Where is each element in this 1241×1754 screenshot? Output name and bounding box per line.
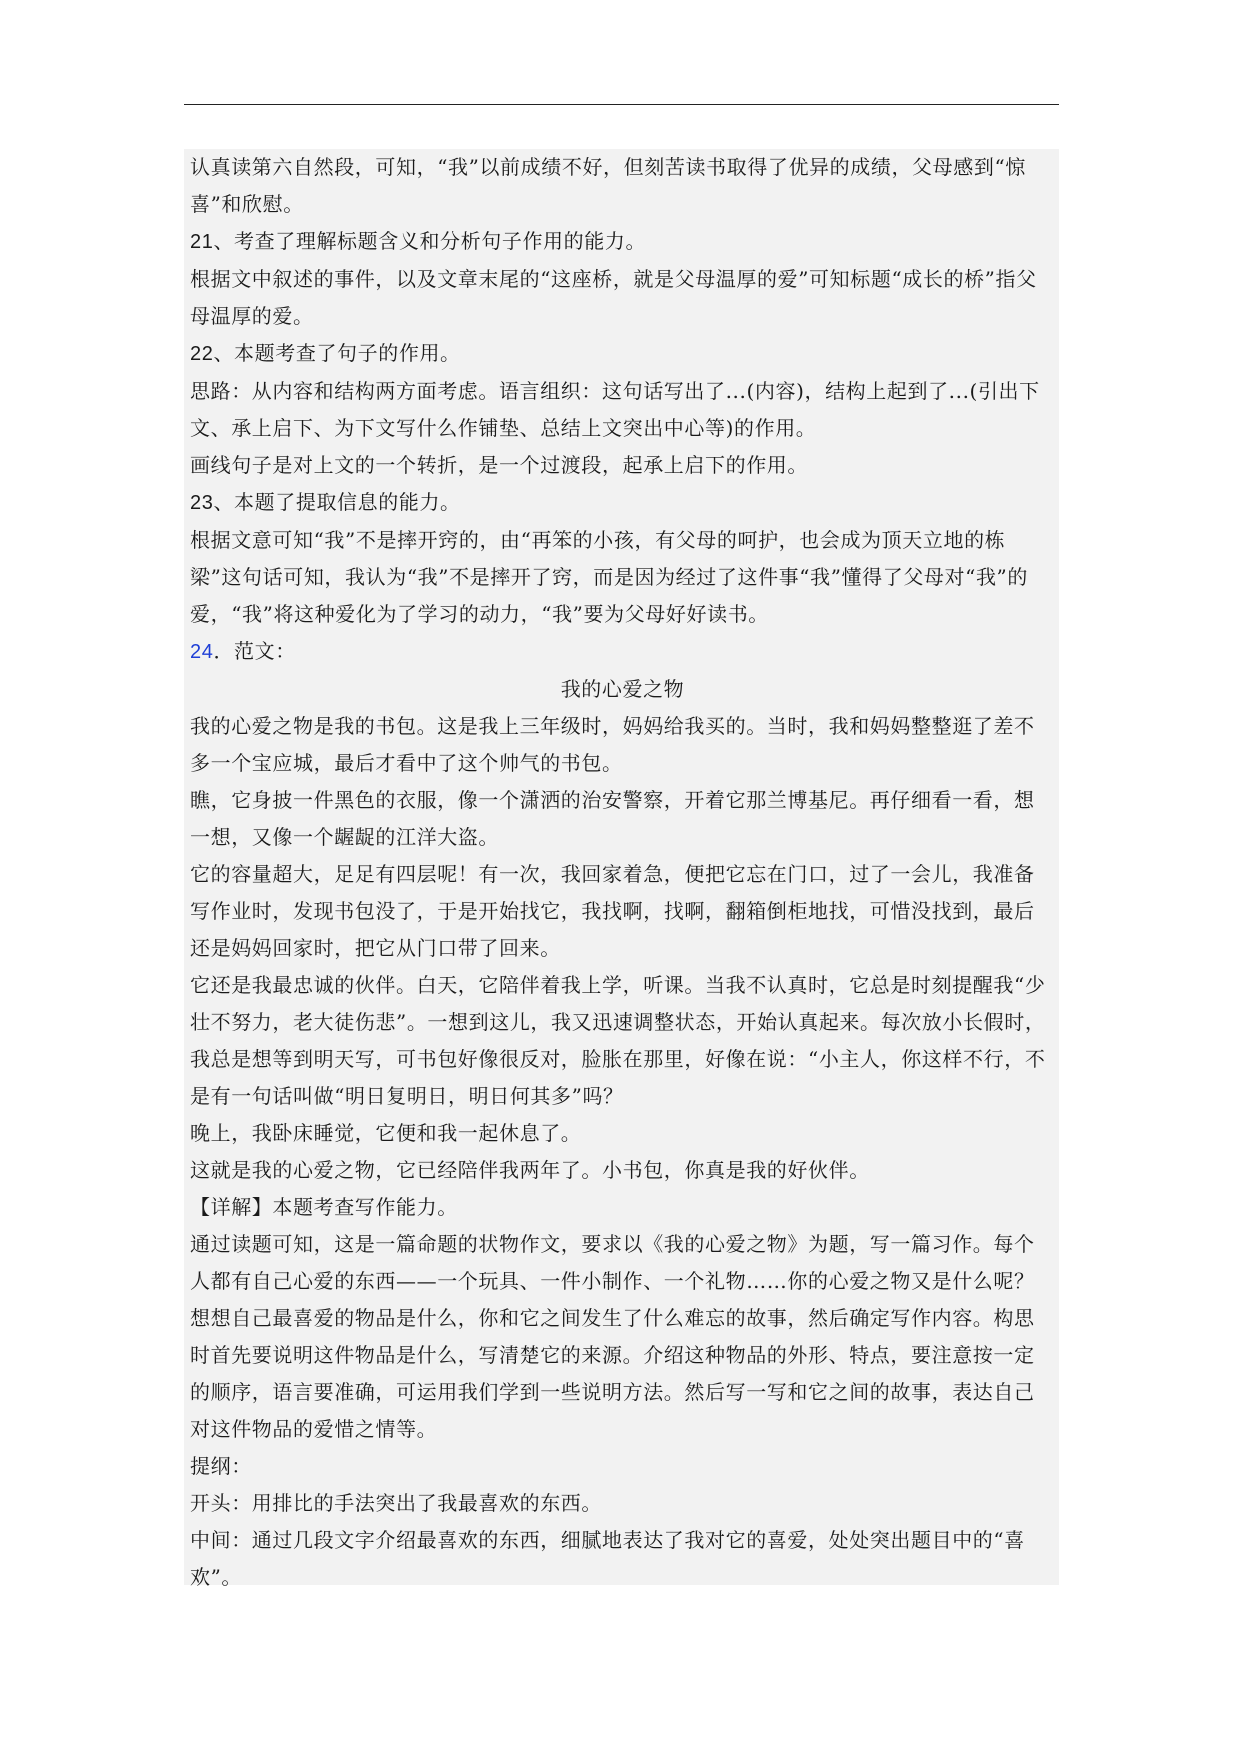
paragraph: 它还是我最忠诚的伙伴。白天，它陪伴着我上学，听课。当我不认真时，它总是时刻提醒我“少壮不努力，老大徒伤悲”。一想到这儿，我又迅速调整状态，开始认真起来。每次放小长假时，我总是想等到明天写，可书包好像很反对，脸胀在那里，好像在说：“小主人，你这样不行，不是有一句话叫做“明日复明日，明日何其多”吗？: [190, 973, 1046, 1108]
paragraph: 它的容量超大，足足有四层呢！有一次，我回家着急，便把它忘在门口，过了一会儿，我准备写作业时，发现书包没了，于是开始找它，我找啊，找啊，翻箱倒柜地找，可惜没找到，最后还是妈妈回家时，把它从门口带了回来。: [190, 862, 1035, 960]
paragraph: 【详解】本题考查写作能力。: [190, 1195, 458, 1219]
paragraph: 根据文中叙述的事件，以及文章末尾的“这座桥，就是父母温厚的爱”可知标题“成长的桥”指父母温厚的爱。: [190, 267, 1037, 328]
question-number: 21: [190, 231, 214, 253]
essay-title: 我的心爱之物: [560, 677, 685, 701]
question-24-heading: [190, 633, 1055, 671]
question-22-heading: [190, 335, 1055, 373]
paragraph-text: 、考查了理解标题含义和分析句子作用的能力。: [213, 229, 647, 253]
paragraph: 画线句子是对上文的一个转折，是一个过渡段，起承上启下的作用。: [190, 453, 808, 477]
paragraph: 提纲：: [190, 1454, 252, 1478]
paragraph: 认真读第六自然段，可知，“我”以前成绩不好，但刻苦读书取得了优异的成绩，父母感到“惊喜”和欣慰。: [190, 155, 1026, 216]
paragraph: 我的心爱之物是我的书包。这是我上三年级时，妈妈给我买的。当时，我和妈妈整整逛了差不多一个宝应城，最后才看中了这个帅气的书包。: [190, 714, 1035, 775]
paragraph: 这就是我的心爱之物，它已经陪伴我两年了。小书包，你真是我的好伙伴。: [190, 1158, 870, 1182]
question-number: 23: [190, 492, 214, 514]
question-23-heading: [190, 484, 1055, 522]
question-number: 22: [190, 343, 214, 365]
paragraph: 中间：通过几段文字介绍最喜欢的东西，细腻地表达了我对它的喜爱，处处突出题目中的“喜欢”。: [190, 1528, 1025, 1589]
paragraph: 开头：用排比的手法突出了我最喜欢的东西。: [190, 1491, 602, 1515]
answer-content: [184, 149, 1059, 1589]
question-21-heading: [190, 223, 1055, 261]
paragraph: 通过读题可知，这是一篇命题的状物作文，要求以《我的心爱之物》为题，写一篇习作。每个人都有自己心爱的东西——一个玩具、一件小制作、一个礼物……你的心爱之物又是什么呢？想想自己最喜爱的物品是什么，你和它之间发生了什么难忘的故事，然后确定写作内容。构思时首先要说明这件物品是什么，写清楚它的来源。介绍这种物品的外形、特点，要注意按一定的顺序，语言要准确，可运用我们学到一些说明方法。然后写一写和它之间的故事，表达自己对这件物品的爱惜之情等。: [190, 1232, 1035, 1441]
paragraph: 思路：从内容和结构两方面考虑。语言组织：这句话写出了...(内容)，结构上起到了...(引出下文、承上启下、为下文写什么作铺垫、总结上文突出中心等)的作用。: [190, 379, 1040, 440]
question-number: 24: [190, 641, 214, 663]
header-rule: [184, 104, 1059, 105]
paragraph: 晚上，我卧床睡觉，它便和我一起休息了。: [190, 1121, 582, 1145]
paragraph: 瞧，它身披一件黑色的衣服，像一个潇洒的治安警察，开着它那兰博基尼。再仔细看一看，想一想，又像一个龌龊的江洋大盗。: [190, 788, 1035, 849]
paragraph-text: 、本题考查了句子的作用。: [213, 341, 461, 365]
paragraph-text: 、本题了提取信息的能力。: [213, 490, 461, 514]
paragraph: 根据文意可知“我”不是摔开窍的，由“再笨的小孩，有父母的呵护，也会成为顶天立地的栋梁”这句话可知，我认为“我”不是摔开了窍，而是因为经过了这件事“我”懂得了父母对“我”的爱，“我”将这种爱化为了学习的动力，“我”要为父母好好读书。: [190, 528, 1028, 626]
paragraph-text: ．范文：: [213, 639, 296, 663]
